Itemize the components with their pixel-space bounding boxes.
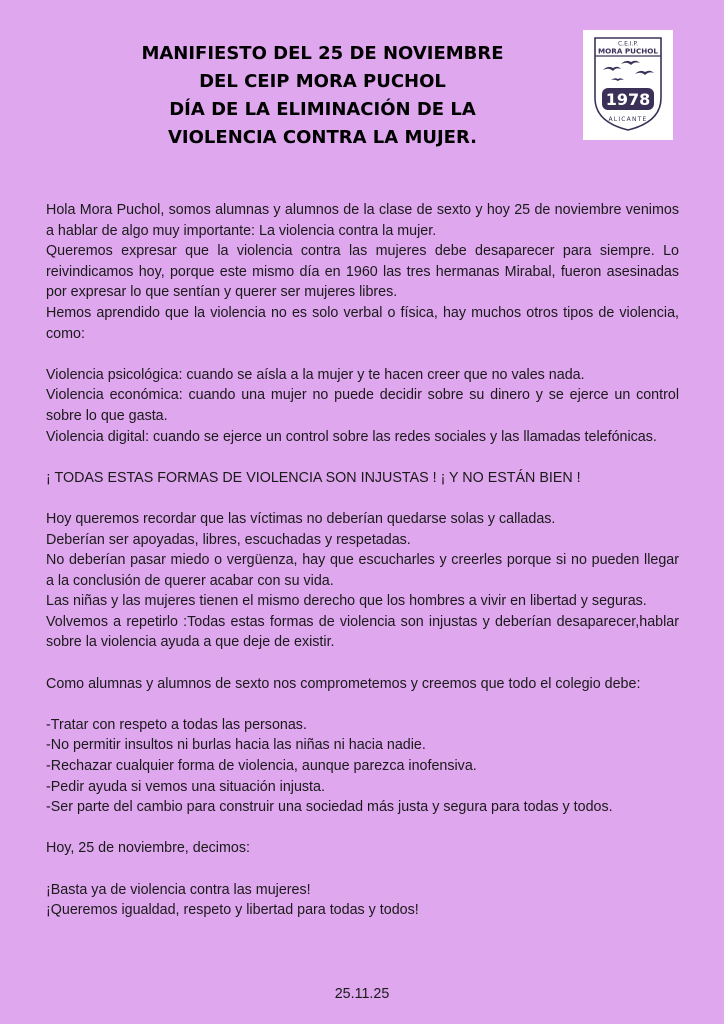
purpose-paragraph: Queremos expresar que la violencia contra las mujeres debe desaparecer para siempre. Lo reivindicamos hoy, porque este mismo día en 1960 las tres hermanas Mirabal, fueron asesinadas por expresar lo que sentían y querer ser mujeres libres. [46, 243, 679, 301]
victims-line-3: No deberían pasar miedo o vergüenza, hay que escucharles y creerles porque si no pueden llegar a la conclusión de querer acabar con su vida. [46, 552, 679, 589]
document-title [110, 40, 535, 152]
victims-line-1: Hoy queremos recordar que las víctimas no deberían quedarse solas y calladas. [46, 510, 556, 527]
title-line-4: VIOLENCIA CONTRA LA MUJER. [168, 127, 477, 148]
closing-line-2: ¡Queremos igualdad, respeto y libertad para todas y todos! [46, 902, 419, 919]
commitment-intro: Como alumnas y alumnos de sexto nos comprometemos y creemos que todo el colegio debe: [46, 675, 641, 692]
manifesto-body [46, 200, 679, 921]
commitment-item-3: -Rechazar cualquier forma de violencia, aunque parezca inofensiva. [46, 758, 477, 775]
commitment-item-5: -Ser parte del cambio para construir una sociedad más justa y segura para todas y todos. [46, 799, 613, 816]
logo-top-text: C.E.I.P. [617, 40, 639, 48]
logo-name: MORA PUCHOL [598, 46, 658, 56]
types-intro-paragraph: Hemos aprendido que la violencia no es solo verbal o física, hay muchos otros tipos de violencia, como: [46, 304, 679, 342]
slogan-line: ¡ TODAS ESTAS FORMAS DE VIOLENCIA SON INJUSTAS ! ¡ Y NO ESTÁN BIEN ! [46, 469, 581, 486]
school-logo [583, 30, 673, 140]
violence-psychological: Violencia psicológica: cuando se aísla a la mujer y te hacen creer que no vales nada. [46, 366, 585, 383]
document-date: 25.11.25 [334, 986, 390, 1002]
logo-city: ALICANTE [608, 116, 648, 123]
title-line-2: DEL CEIP MORA PUCHOL [199, 71, 446, 92]
victims-line-4: Las niñas y las mujeres tienen el mismo derecho que los hombres a vivir en libertad y seguras. [46, 593, 647, 610]
violence-economic: Violencia económica: cuando una mujer no puede decidir sobre su dinero y se ejerce un control sobre lo que gasta. [46, 387, 679, 424]
title-line-3: DÍA DE LA ELIMINACIÓN DE LA [169, 99, 476, 120]
logo-year: 1978 [605, 90, 651, 109]
violence-digital: Violencia digital: cuando se ejerce un control sobre las redes sociales y las llamadas telefónicas. [46, 428, 657, 445]
victims-line-2: Deberían ser apoyadas, libres, escuchadas y respetadas. [46, 531, 411, 548]
commitment-item-2: -No permitir insultos ni burlas hacia las niñas ni hacia nadie. [46, 737, 426, 754]
victims-line-5: Volvemos a repetirlo :Todas estas formas de violencia son injustas y deberían desaparecer,hablar sobre la violencia ayuda a que deje de existir. [46, 613, 679, 651]
commitment-item-1: -Tratar con respeto a todas las personas. [46, 716, 307, 733]
commitment-item-4: -Pedir ayuda si vemos una situación injusta. [46, 778, 325, 795]
closing-line-1: ¡Basta ya de violencia contra las mujeres! [46, 881, 311, 898]
school-crest [583, 30, 673, 140]
title-line-1: MANIFIESTO DEL 25 DE NOVIEMBRE [141, 43, 504, 64]
intro-paragraph: Hola Mora Puchol, somos alumnas y alumnos de la clase de sexto y hoy 25 de noviembre venimos a hablar de algo muy importante: La violencia contra la mujer. [46, 202, 679, 239]
declaration-line: Hoy, 25 de noviembre, decimos: [46, 840, 250, 857]
